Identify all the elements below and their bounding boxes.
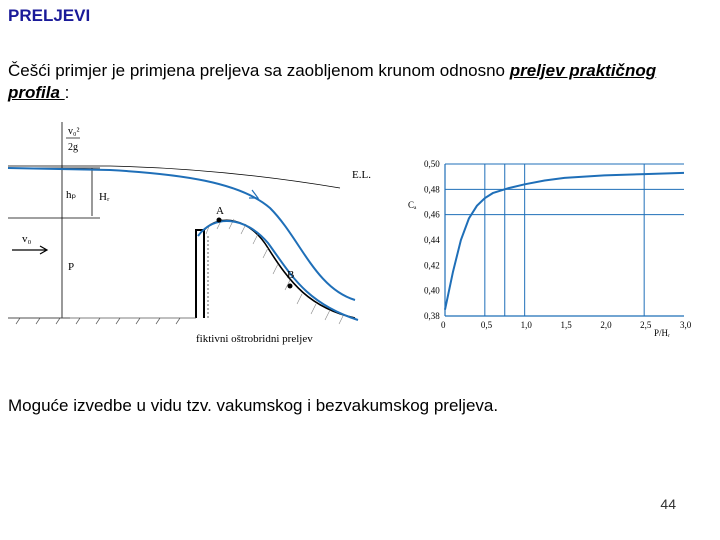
weir-height-label: P bbox=[68, 261, 75, 273]
chart-y-tick-label: 0,38 bbox=[424, 311, 440, 321]
chart-y-tick-label: 0,40 bbox=[424, 285, 440, 296]
chart-x-tick-label: 1,0 bbox=[520, 320, 532, 330]
chart-xlabel: P/Hᵣ bbox=[654, 328, 671, 338]
chart-x-tick-label: 0,5 bbox=[480, 320, 493, 330]
chart-y-tick-label: 0,42 bbox=[424, 260, 440, 271]
discharge-coefficient-chart bbox=[400, 150, 700, 350]
chart-y-tick-label: 0,48 bbox=[424, 184, 440, 195]
approach-velocity-label: v₀ bbox=[22, 233, 32, 245]
lower-nappe bbox=[198, 221, 358, 320]
bottom-paragraph: Moguće izvedbe u vidu tzv. vakumskog i bezvakumskog preljeva. bbox=[8, 396, 499, 415]
upper-nappe bbox=[8, 168, 355, 300]
chart-x-tick-label: 0 bbox=[441, 320, 446, 330]
energy-line-label: E.L. bbox=[352, 169, 371, 181]
coefficient-curve bbox=[445, 173, 684, 310]
head-label: hₚ bbox=[66, 189, 77, 201]
chart-ylabel: Cₐ bbox=[408, 200, 417, 210]
velocity-head-numerator: v₀² bbox=[68, 126, 80, 137]
approach-arrow-icon bbox=[12, 246, 47, 254]
point-a-marker bbox=[217, 218, 222, 223]
page-number: 44 bbox=[660, 496, 676, 512]
point-b-marker bbox=[288, 284, 293, 289]
point-a-label: A bbox=[216, 205, 224, 217]
chart-x-tick-label: 1,5 bbox=[560, 320, 572, 330]
intro-suffix: : bbox=[64, 83, 70, 102]
chart-y-tick-label: 0,44 bbox=[424, 235, 440, 245]
figure-caption: fiktivni oštrobridni preljev bbox=[196, 333, 313, 345]
intro-paragraph bbox=[8, 60, 708, 104]
intro-text: Češći primjer je primjena preljeva sa zaobljenom krunom odnosno bbox=[8, 61, 510, 80]
weir-diagram bbox=[0, 118, 400, 348]
chart-x-tick-label: 3,0 bbox=[680, 320, 692, 330]
point-b-label: B bbox=[287, 269, 295, 281]
total-head-label: Hᵣ bbox=[99, 191, 110, 203]
emphasis-text: preljev praktičnog profila bbox=[8, 61, 657, 102]
velocity-head-denominator: 2g bbox=[68, 142, 78, 153]
chart-y-tick-label: 0,46 bbox=[424, 209, 440, 220]
chart-y-tick-label: 0,50 bbox=[424, 159, 440, 169]
chart-x-tick-label: 2,0 bbox=[600, 320, 612, 330]
weir-crest-profile bbox=[204, 220, 355, 318]
chart-x-tick-label: 2,5 bbox=[640, 320, 652, 330]
weir-wall bbox=[196, 230, 204, 318]
slide-title: PRELJEVI bbox=[8, 6, 91, 25]
weir-hatch bbox=[206, 219, 344, 324]
bed-hatch bbox=[8, 318, 196, 324]
